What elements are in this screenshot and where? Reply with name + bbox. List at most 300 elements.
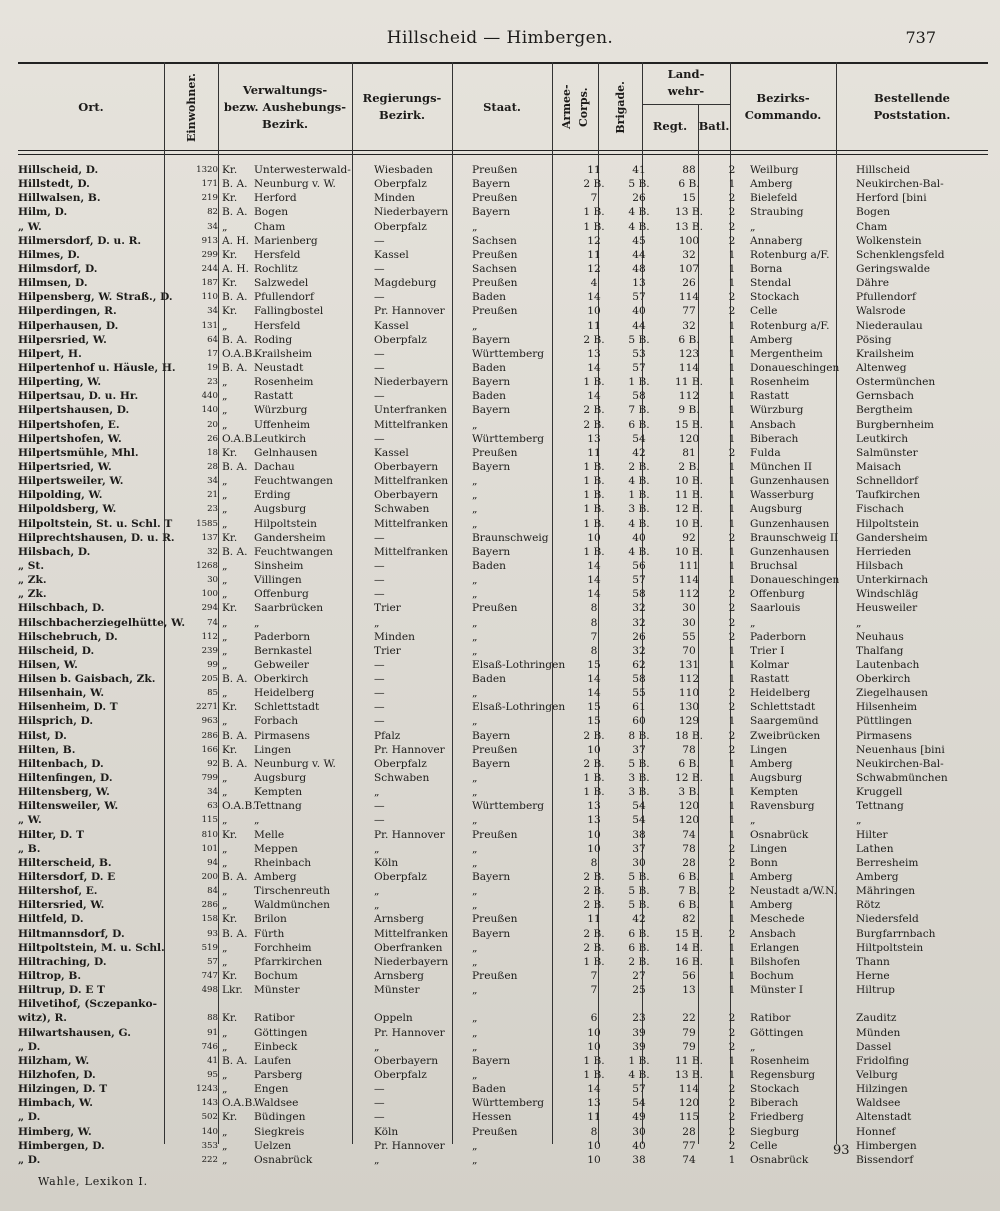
col-header-kommando: Bezirks- Commando. xyxy=(744,91,822,122)
cell-armee: 2 B. xyxy=(583,404,605,417)
cell-kommando: Ansbach xyxy=(750,418,796,431)
cell-einwohner: 100 xyxy=(201,589,218,600)
cell-brigade: 6 B. xyxy=(628,927,650,940)
cell-poststation: Cham xyxy=(856,220,888,233)
cell-amt: Kr. xyxy=(222,248,238,261)
cell-amt: O.A.B. xyxy=(222,1097,256,1110)
cell-regiment: 81 xyxy=(682,446,696,459)
cell-ort: Hilmes, D. xyxy=(18,248,80,261)
cell-staat: Preußen xyxy=(472,446,518,459)
cell-amt: „ xyxy=(222,1026,228,1039)
cell-armee: 2 B. xyxy=(583,941,605,954)
cell-ort: Hiltpoltstein, M. u. Schl. xyxy=(18,941,165,954)
cell-armee: 10 xyxy=(587,1153,601,1166)
cell-bataillon: 2 xyxy=(728,927,736,940)
cell-bataillon: 1 xyxy=(728,390,736,403)
cell-staat: Preußen xyxy=(472,1125,518,1138)
cell-armee: 1 B. xyxy=(583,475,605,488)
cell-kommando: Bielefeld xyxy=(750,192,798,205)
cell-regierung: Oberpfalz xyxy=(374,220,427,233)
cell-ort: Hilwartshausen, G. xyxy=(18,1026,131,1039)
cell-regierung: Minden xyxy=(374,630,415,643)
cell-armee: 1 B. xyxy=(583,955,605,968)
cell-ort: Hilscheid, D. xyxy=(18,644,95,657)
cell-regierung: „ xyxy=(374,899,380,912)
cell-bataillon: 1 xyxy=(728,559,736,572)
cell-regierung: Arnsberg xyxy=(374,970,424,983)
cell-poststation: Fischach xyxy=(856,503,905,516)
cell-regierung: Kassel xyxy=(374,446,409,459)
cell-ort: Hilmsdorf, D. xyxy=(18,262,98,275)
cell-bezirk: Waldmünchen xyxy=(254,899,330,912)
cell-bataillon: 1 xyxy=(728,277,736,290)
cell-amt: „ xyxy=(222,687,228,700)
cell-brigade: 4 B. xyxy=(628,206,650,219)
cell-staat: Württemberg xyxy=(472,432,545,445)
cell-bezirk: Feuchtwangen xyxy=(254,475,333,488)
cell-staat: „ xyxy=(472,856,478,869)
cell-einwohner: 34 xyxy=(207,476,218,487)
cell-armee: 1 B. xyxy=(583,220,605,233)
cell-kommando: Neustadt a/W.N. xyxy=(750,885,838,898)
cell-regierung: Niederbayern xyxy=(374,206,449,219)
cell-ort: Hiltenfingen, D. xyxy=(18,772,113,785)
cell-bezirk: Ratibor xyxy=(254,1012,295,1025)
cell-regiment: 112 xyxy=(678,588,700,601)
cell-regierung: Pr. Hannover xyxy=(374,828,445,841)
cell-regierung: Niederbayern xyxy=(374,376,449,389)
cell-regiment: 114 xyxy=(678,1083,700,1096)
cell-kommando: Bilshofen xyxy=(750,955,801,968)
cell-armee: 10 xyxy=(587,842,601,855)
cell-bataillon: 1 xyxy=(728,814,736,827)
cell-poststation: Pirmasens xyxy=(856,729,912,742)
cell-bataillon: 2 xyxy=(728,616,736,629)
cell-ort: Hiltensweiler, W. xyxy=(18,800,119,813)
cell-bataillon: 2 xyxy=(728,446,736,459)
cell-regiment: 15 B. xyxy=(675,418,703,431)
cell-ort: Hilpertsmühle, Mhl. xyxy=(18,446,139,459)
cell-ort: Hilpertenhof u. Häusle, H. xyxy=(18,361,176,374)
cell-staat: Baden xyxy=(472,291,506,304)
cell-amt: B. A. xyxy=(222,333,248,346)
cell-poststation: Burgbernheim xyxy=(856,418,934,431)
cell-regierung: Oberbayern xyxy=(374,460,439,473)
cell-poststation: Bergtheim xyxy=(856,404,913,417)
cell-bezirk: Waldsee xyxy=(254,1097,299,1110)
cell-kommando: Augsburg xyxy=(750,503,803,516)
cell-bataillon: 2 xyxy=(728,588,736,601)
cell-brigade: 5 B. xyxy=(628,885,650,898)
cell-bezirk: Leutkirch xyxy=(254,432,307,445)
cell-ort: Hiltensberg, W. xyxy=(18,786,110,799)
cell-amt: „ xyxy=(222,418,228,431)
cell-armee: 2 B. xyxy=(583,178,605,191)
cell-ort: Hilsbach, D. xyxy=(18,545,91,558)
cell-poststation: Krailsheim xyxy=(856,347,915,360)
cell-regiment: 6 B. xyxy=(678,899,700,912)
cell-einwohner: 115 xyxy=(201,815,218,826)
cell-bataillon: 1 xyxy=(728,404,736,417)
cell-brigade: 57 xyxy=(632,1083,646,1096)
cell-regierung: — xyxy=(374,361,385,374)
cell-ort: Hilsprich, D. xyxy=(18,715,94,728)
cell-kommando: Siegburg xyxy=(750,1125,800,1138)
cell-bezirk: Unterwesterwald- xyxy=(254,164,351,176)
cell-armee: 14 xyxy=(587,1083,601,1096)
cell-ort: Hilschbacherziegelhütte, W. xyxy=(18,616,186,629)
cell-regiment: 77 xyxy=(682,1139,696,1152)
cell-bezirk: Laufen xyxy=(254,1054,292,1067)
cell-regierung: — xyxy=(374,814,385,827)
cell-regiment: 7 B. xyxy=(678,885,700,898)
cell-poststation: Ziegelhausen xyxy=(856,687,928,700)
cell-kommando: Donaueschingen xyxy=(750,574,840,587)
cell-poststation: Amberg xyxy=(856,871,899,884)
cell-bataillon: 1 xyxy=(728,1069,736,1081)
sheet-signature: 93 xyxy=(833,1143,850,1158)
cell-bezirk: Oberkirch xyxy=(254,673,309,686)
cell-staat: Preußen xyxy=(472,913,518,926)
cell-brigade: 54 xyxy=(632,1097,646,1110)
cell-armee: 1 B. xyxy=(583,1069,605,1081)
cell-ort: Hilpolding, W. xyxy=(18,489,103,502)
cell-einwohner: 57 xyxy=(207,956,218,967)
cell-einwohner: 171 xyxy=(201,179,218,190)
cell-brigade: 25 xyxy=(632,984,646,997)
cell-einwohner: 64 xyxy=(207,334,218,345)
cell-poststation: Burgfarrnbach xyxy=(856,927,936,940)
cell-kommando: Amberg xyxy=(750,899,793,912)
cell-amt: B. A. xyxy=(222,871,248,884)
cell-bataillon: 2 xyxy=(728,729,736,742)
cell-ort: Hilzhofen, D. xyxy=(18,1069,96,1081)
cell-einwohner: 294 xyxy=(201,603,218,614)
cell-armee: 10 xyxy=(587,305,601,318)
cell-ort: Hilpoltstein, St. u. Schl. T xyxy=(18,517,173,530)
cell-bataillon: 2 xyxy=(728,885,736,898)
cell-brigade: 5 B. xyxy=(628,899,650,912)
cell-poststation: Kruggell xyxy=(856,786,903,799)
cell-kommando: Celle xyxy=(750,305,778,318)
cell-kommando: Ravensburg xyxy=(750,800,815,813)
cell-brigade: 45 xyxy=(632,234,646,247)
cell-regiment: 112 xyxy=(678,390,700,403)
cell-brigade: 26 xyxy=(632,630,646,643)
cell-kommando: Rosenheim xyxy=(750,1054,810,1067)
cell-bezirk: Schlettstadt xyxy=(254,701,320,714)
cell-staat: „ xyxy=(472,319,478,332)
cell-poststation: Altenstadt xyxy=(856,1111,912,1124)
cell-bataillon: 1 xyxy=(728,347,736,360)
cell-einwohner: 747 xyxy=(201,971,218,982)
cell-bezirk: Münster xyxy=(254,984,300,997)
cell-regierung: — xyxy=(374,687,385,700)
cell-brigade: 44 xyxy=(632,248,646,261)
cell-bataillon: 1 xyxy=(728,1153,736,1166)
cell-staat: Württemberg xyxy=(472,1097,545,1110)
cell-einwohner: 23 xyxy=(207,377,218,388)
cell-amt: Kr. xyxy=(222,602,238,615)
cell-ort: Hilsen b. Gaisbach, Zk. xyxy=(18,673,156,686)
cell-regiment: 120 xyxy=(678,1097,700,1110)
cell-staat: „ xyxy=(472,588,478,601)
col-header-brigade xyxy=(598,66,642,148)
cell-einwohner: 1585 xyxy=(196,518,218,529)
cell-staat: Württemberg xyxy=(472,800,545,813)
cell-brigade: 40 xyxy=(632,305,646,318)
cell-regierung: „ xyxy=(374,1040,380,1053)
cell-regierung: — xyxy=(374,673,385,686)
cell-kommando: Braunschweig II xyxy=(750,531,839,544)
cell-bataillon: 1 xyxy=(728,772,736,785)
cell-ort: Himbergen, D. xyxy=(18,1139,105,1152)
cell-brigade: 58 xyxy=(632,673,646,686)
cell-amt: „ xyxy=(222,955,228,968)
cell-armee: 6 xyxy=(590,1012,598,1025)
cell-poststation: Schenklengsfeld xyxy=(856,248,945,261)
cell-armee: 1 B. xyxy=(583,489,605,502)
cell-regiment: 120 xyxy=(678,800,700,813)
cell-brigade: 39 xyxy=(632,1040,646,1053)
cell-staat: Baden xyxy=(472,390,506,403)
cell-bezirk: Hilpoltstein xyxy=(254,517,317,530)
cell-bataillon: 1 xyxy=(728,644,736,657)
cell-bataillon: 1 xyxy=(728,574,736,587)
cell-bataillon: 2 xyxy=(728,206,736,219)
cell-amt: B. A. xyxy=(222,757,248,770)
cell-poststation: Unterkirnach xyxy=(856,574,929,587)
cell-regierung: Mittelfranken xyxy=(374,418,449,431)
cell-brigade: 49 xyxy=(632,1111,646,1124)
cell-kommando: Meschede xyxy=(750,913,805,926)
cell-bezirk: Pfarrkirchen xyxy=(254,955,323,968)
cell-regiment: 6 B. xyxy=(678,333,700,346)
cell-einwohner: 200 xyxy=(201,872,218,883)
cell-amt: Kr. xyxy=(222,531,238,544)
cell-bezirk: Büdingen xyxy=(254,1111,306,1124)
cell-ort: Hilst, D. xyxy=(18,729,67,742)
cell-ort: Hilpertshofen, E. xyxy=(18,418,120,431)
cell-staat: „ xyxy=(472,772,478,785)
cell-einwohner: 84 xyxy=(207,886,218,897)
cell-bataillon: 2 xyxy=(728,1012,736,1025)
cell-ort: Hilpersried, W. xyxy=(18,333,107,346)
cell-bataillon: 2 xyxy=(728,305,736,318)
cell-amt: „ xyxy=(222,489,228,502)
cell-amt: A. H. xyxy=(222,234,249,247)
cell-armee: 11 xyxy=(587,248,601,261)
cell-armee: 2 B. xyxy=(583,757,605,770)
cell-einwohner: 91 xyxy=(207,1027,218,1038)
cell-regierung: Pr. Hannover xyxy=(374,1139,445,1152)
cell-armee: 4 xyxy=(590,277,598,290)
cell-kommando: München II xyxy=(750,460,813,473)
cell-kommando: Saargemünd xyxy=(750,715,819,728)
cell-bezirk: Bogen xyxy=(254,206,289,219)
cell-armee: 1 B. xyxy=(583,786,605,799)
cell-bataillon: 1 xyxy=(728,970,736,983)
cell-kommando: Lingen xyxy=(750,842,788,855)
cell-regierung: — xyxy=(374,390,385,403)
col-header-ort: Ort. xyxy=(78,99,104,114)
cell-brigade: 38 xyxy=(632,1153,646,1166)
cell-amt: Kr. xyxy=(222,743,238,756)
cell-kommando: Offenburg xyxy=(750,588,805,601)
cell-einwohner: 239 xyxy=(201,645,218,656)
cell-poststation: Pfullendorf xyxy=(856,291,916,304)
cell-poststation: Rötz xyxy=(856,899,881,912)
col-header-regierung: Regierungs- Bezirk. xyxy=(362,91,442,122)
cell-poststation: Hiltrup xyxy=(856,984,895,997)
cell-poststation: Herrieden xyxy=(856,545,912,558)
cell-kommando: Schlettstadt xyxy=(750,701,816,714)
cell-regierung: Köln xyxy=(374,856,399,869)
cell-amt: Kr. xyxy=(222,1012,238,1025)
col-header-batl: Batl. xyxy=(698,118,730,133)
cell-ort: Hilperdingen, R. xyxy=(18,305,117,318)
cell-bataillon: 1 xyxy=(728,984,736,997)
cell-einwohner: 1320 xyxy=(196,165,218,175)
cell-kommando: Celle xyxy=(750,1139,778,1152)
cell-ort: Hiltfeld, D. xyxy=(18,913,84,926)
cell-brigade: 4 B. xyxy=(628,220,650,233)
cell-ort: Hiltershof, E. xyxy=(18,885,98,898)
cell-regierung: „ xyxy=(374,616,380,629)
cell-kommando: Amberg xyxy=(750,333,793,346)
cell-bezirk: Forbach xyxy=(254,715,299,728)
cell-regiment: 82 xyxy=(682,913,696,926)
cell-kommando: Gunzenhausen xyxy=(750,475,830,488)
cell-staat: „ xyxy=(472,630,478,643)
cell-regiment: 70 xyxy=(682,644,696,657)
cell-brigade: 38 xyxy=(632,828,646,841)
cell-bataillon: 2 xyxy=(728,743,736,756)
cell-regiment: 55 xyxy=(682,630,696,643)
cell-regiment: 56 xyxy=(682,970,696,983)
cell-brigade: 41 xyxy=(632,164,646,176)
cell-brigade: 23 xyxy=(632,1012,646,1025)
cell-regiment: 92 xyxy=(682,531,696,544)
col-header-post: Bestellende Poststation. xyxy=(873,91,951,122)
cell-staat: Elsaß-Lothringen xyxy=(472,658,566,671)
cell-regiment: 15 xyxy=(682,192,696,205)
cell-ort: Hiltmannsdorf, D. xyxy=(18,927,125,940)
cell-armee: 8 xyxy=(590,602,598,615)
cell-regierung: — xyxy=(374,347,385,360)
cell-brigade: 54 xyxy=(632,800,646,813)
cell-ort: Himbach, W. xyxy=(18,1097,93,1110)
cell-ort: „ D. xyxy=(18,1111,41,1124)
cell-regiment: 9 B. xyxy=(678,404,700,417)
cell-ort: Hilpoldsberg, W. xyxy=(18,503,117,516)
cell-regierung: Arnsberg xyxy=(374,913,424,926)
cell-bataillon: 1 xyxy=(728,319,736,332)
cell-regierung: Niederbayern xyxy=(374,955,449,968)
cell-staat: „ xyxy=(472,941,478,954)
cell-brigade: 4 B. xyxy=(628,545,650,558)
cell-einwohner: 137 xyxy=(201,532,218,543)
cell-einwohner: 34 xyxy=(207,787,218,798)
cell-regierung: Schwaben xyxy=(374,503,430,516)
cell-kommando: Bochum xyxy=(750,970,794,983)
cell-brigade: 57 xyxy=(632,574,646,587)
cell-brigade: 37 xyxy=(632,842,646,855)
cell-einwohner: 166 xyxy=(201,744,218,755)
cell-armee: 12 xyxy=(587,262,601,275)
cell-kommando: Ratibor xyxy=(750,1012,791,1025)
cell-kommando: Bonn xyxy=(750,856,778,869)
cell-ort: „ D. xyxy=(18,1153,41,1166)
cell-bezirk: Salzwedel xyxy=(254,277,309,290)
cell-bataillon: 1 xyxy=(728,489,736,502)
cell-poststation: Hilsbach xyxy=(856,559,904,572)
cell-poststation: Wolkenstein xyxy=(856,234,922,247)
cell-bataillon: 1 xyxy=(728,333,736,346)
cell-amt: B. A. xyxy=(222,291,248,304)
cell-einwohner: 88 xyxy=(207,1013,218,1024)
cell-kommando: Osnabrück xyxy=(750,828,809,841)
cell-bezirk: Würzburg xyxy=(254,404,308,417)
cell-poststation: Walsrode xyxy=(856,305,906,318)
cell-einwohner: 140 xyxy=(201,405,218,416)
cell-ort: Hilzham, W. xyxy=(18,1054,90,1067)
cell-regiment: 78 xyxy=(682,743,696,756)
cell-regierung: Oberbayern xyxy=(374,489,439,502)
cell-kommando: Friedberg xyxy=(750,1111,804,1124)
cell-bataillon: 1 xyxy=(728,828,736,841)
cell-armee: 11 xyxy=(587,1111,601,1124)
cell-staat: „ xyxy=(472,715,478,728)
cell-bataillon: 2 xyxy=(728,531,736,544)
cell-armee: 8 xyxy=(590,644,598,657)
cell-brigade: 55 xyxy=(632,687,646,700)
cell-einwohner: 112 xyxy=(201,631,218,642)
cell-regierung: „ xyxy=(374,842,380,855)
cell-amt: B. A. xyxy=(222,361,248,374)
cell-amt: „ xyxy=(222,588,228,601)
cell-ort: Hiltrup, D. E T xyxy=(18,984,105,997)
cell-bezirk: Bernkastel xyxy=(254,644,313,657)
cell-poststation: Fridolfing xyxy=(856,1054,910,1067)
cell-amt: „ xyxy=(222,1125,228,1138)
cell-armee: 2 B. xyxy=(583,899,605,912)
cell-bezirk: Uelzen xyxy=(254,1139,292,1152)
cell-regiment: 112 xyxy=(678,673,700,686)
cell-regierung: Mittelfranken xyxy=(374,475,449,488)
page-heading xyxy=(0,28,1000,54)
cell-bataillon: 2 xyxy=(728,630,736,643)
cell-bezirk: Uffenheim xyxy=(254,418,311,431)
cell-kommando: Stockach xyxy=(750,291,800,304)
cell-regierung: — xyxy=(374,559,385,572)
cell-amt: „ xyxy=(222,644,228,657)
cell-armee: 1 B. xyxy=(583,206,605,219)
cell-amt: „ xyxy=(222,1083,228,1096)
cell-einwohner: 32 xyxy=(207,546,218,557)
cell-einwohner: 95 xyxy=(207,1070,218,1080)
cell-staat: Baden xyxy=(472,361,506,374)
cell-amt: B. A. xyxy=(222,545,248,558)
cell-bataillon: 1 xyxy=(728,871,736,884)
cell-armee: 10 xyxy=(587,1139,601,1152)
cell-bezirk: Gebweiler xyxy=(254,658,309,671)
cell-regiment: 28 xyxy=(682,856,696,869)
cell-bataillon: 2 xyxy=(728,842,736,855)
cell-regiment: 79 xyxy=(682,1040,696,1053)
cell-brigade: 5 B. xyxy=(628,757,650,770)
cell-bezirk: Einbeck xyxy=(254,1040,298,1053)
